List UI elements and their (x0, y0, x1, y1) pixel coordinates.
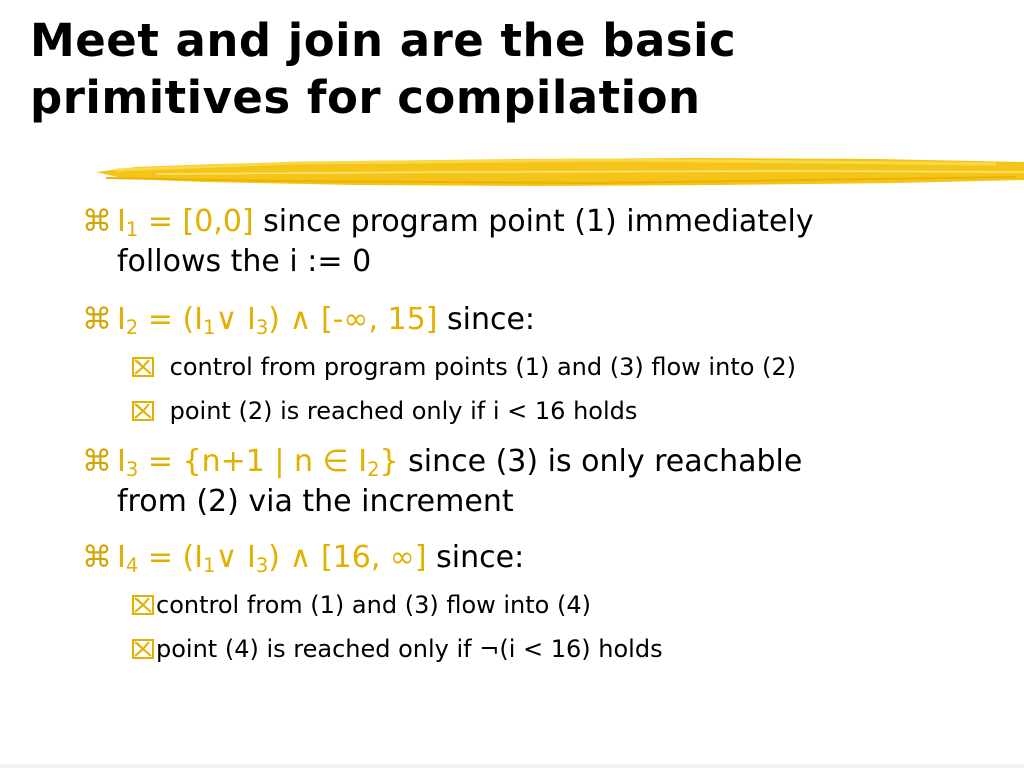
bullet-item-3 (82, 442, 942, 522)
command-key-bullet-icon: ⌘ (82, 444, 112, 479)
sub-item-2-2 (132, 395, 1012, 427)
slide-bottom-divider (0, 764, 1024, 768)
slide-title-line-2: primitives for compilation (30, 71, 701, 124)
sub-item-4-2-text: point (4) is reached only if ¬(i < 16) holds (156, 635, 663, 663)
sub-item-2-2-text: point (2) is reached only if i < 16 holds (162, 397, 638, 425)
interval-definition-4: $I_4$ = ($I_1\vee$ $I_3$) ∧ [16, ∞] (117, 540, 427, 577)
interval-definition-1: $I_1 = [0,0]$ (117, 204, 254, 241)
item-4-text: since: (426, 540, 525, 575)
checkbox-bullet-icon (132, 595, 154, 615)
command-key-bullet-icon: ⌘ (82, 540, 112, 575)
checkbox-bullet-icon (132, 357, 154, 377)
sub-item-2-1-text: control from program points (1) and (3) flow into (2) (162, 353, 797, 381)
command-key-bullet-icon: ⌘ (82, 302, 112, 337)
bullet-item-1 (82, 202, 942, 282)
interval-definition-2: $I_2$ = ($I_1\vee$ $I_3$) ∧ [-∞, 15] (117, 302, 438, 339)
item-3-text-line-1: since (3) is only reachable (398, 444, 803, 479)
item-2-text: since: (437, 302, 536, 337)
sub-item-2-1 (132, 351, 1012, 383)
bullet-item-2 (82, 300, 942, 340)
command-key-bullet-icon: ⌘ (82, 204, 112, 239)
interval-definition-3: $I_3 = \{n+1$ | n ∈ $I_2$} (117, 444, 399, 481)
sub-item-4-1 (132, 589, 1012, 621)
slide-title-line-1: Meet and join are the basic (30, 14, 737, 67)
sub-item-4-1-text: control from (1) and (3) flow into (4) (156, 591, 591, 619)
sub-item-4-2 (132, 633, 1012, 665)
checkbox-bullet-icon (132, 401, 154, 421)
item-1-text-line-2: follows the i := 0 (117, 244, 372, 279)
item-1-text-line-1: since program point (1) immediately (253, 204, 814, 239)
item-3-text-line-2: from (2) via the increment (117, 484, 514, 519)
bullet-item-4 (82, 538, 942, 578)
checkbox-bullet-icon (132, 639, 154, 659)
